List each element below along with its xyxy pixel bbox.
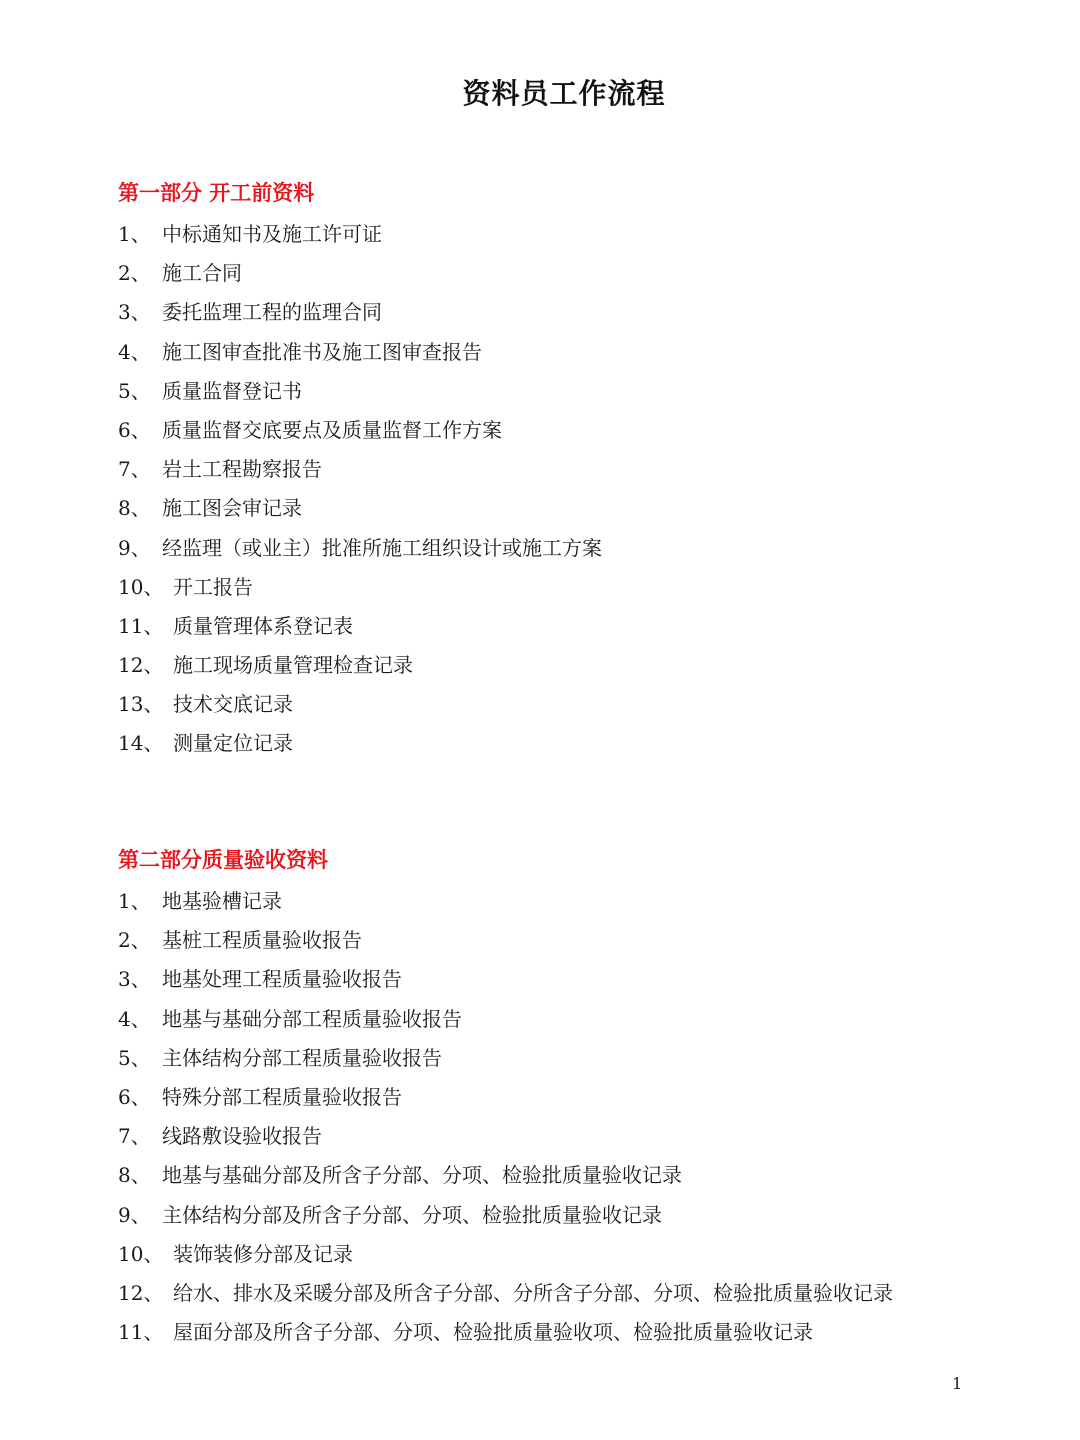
item-text: 装饰装修分部及记录 xyxy=(173,1241,353,1266)
item-number: 7、 xyxy=(118,1124,151,1149)
item-text: 质量监督交底要点及质量监督工作方案 xyxy=(162,417,502,442)
item-text: 施工图审查批准书及施工图审查报告 xyxy=(162,339,482,364)
item-list xyxy=(118,215,1020,764)
item-text: 基桩工程质量验收报告 xyxy=(162,928,362,953)
item-number: 9、 xyxy=(118,535,151,560)
item-text: 主体结构分部工程质量验收报告 xyxy=(162,1045,442,1070)
item-text: 开工报告 xyxy=(173,574,253,599)
item-text: 地基处理工程质量验收报告 xyxy=(162,967,402,992)
item-number: 5、 xyxy=(118,1045,151,1070)
item-text: 中标通知书及施工许可证 xyxy=(162,222,382,246)
item-number: 6、 xyxy=(118,417,151,442)
list-item xyxy=(118,450,1020,489)
item-number: 5、 xyxy=(118,378,151,403)
item-text: 经监理（或业主）批准所施工组织设计或施工方案 xyxy=(162,535,602,560)
section-heading: 第一部分 开工前资料 xyxy=(118,181,315,205)
item-text: 质量管理体系登记表 xyxy=(173,613,353,638)
item-number: 11、 xyxy=(118,613,164,638)
item-text: 委托监理工程的监理合同 xyxy=(162,300,382,325)
list-item xyxy=(118,921,1020,960)
item-number: 3、 xyxy=(118,967,151,992)
item-number: 8、 xyxy=(118,496,151,521)
list-item xyxy=(118,333,1020,372)
item-number: 12、 xyxy=(118,653,164,678)
item-text: 施工合同 xyxy=(162,261,242,286)
list-item xyxy=(118,568,1020,607)
list-item xyxy=(118,529,1020,568)
item-number: 8、 xyxy=(118,1163,151,1188)
item-number: 13、 xyxy=(118,692,164,717)
item-text: 主体结构分部及所含子分部、分项、检验批质量验收记录 xyxy=(162,1202,662,1227)
item-number: 11、 xyxy=(118,1320,164,1345)
item-number: 6、 xyxy=(118,1084,151,1109)
document-title: 资料员工作流程 xyxy=(462,77,666,110)
item-text: 屋面分部及所含子分部、分项、检验批质量验收项、检验批质量验收记录 xyxy=(173,1320,813,1345)
list-item xyxy=(118,607,1020,646)
list-item xyxy=(118,1235,1020,1274)
list-item xyxy=(118,882,1020,921)
list-item xyxy=(118,1078,1020,1117)
item-number: 2、 xyxy=(118,928,151,953)
item-text: 施工图会审记录 xyxy=(162,496,302,521)
list-item xyxy=(118,254,1020,293)
list-item xyxy=(118,1156,1020,1195)
item-number: 14、 xyxy=(118,731,164,756)
list-item xyxy=(118,215,1020,254)
item-number: 1、 xyxy=(118,222,151,246)
item-text: 岩土工程勘察报告 xyxy=(162,457,322,482)
page-number: 1 xyxy=(952,1374,963,1393)
section-quality-acceptance xyxy=(118,843,1020,1352)
item-number: 9、 xyxy=(118,1202,151,1227)
item-number: 4、 xyxy=(118,339,151,364)
item-text: 地基与基础分部及所含子分部、分项、检验批质量验收记录 xyxy=(162,1163,682,1188)
item-text: 特殊分部工程质量验收报告 xyxy=(162,1084,402,1109)
list-item xyxy=(118,724,1020,763)
item-list xyxy=(118,882,1020,1352)
list-item xyxy=(118,646,1020,685)
item-number: 12、 xyxy=(118,1280,164,1305)
list-item xyxy=(118,685,1020,724)
list-item xyxy=(118,1117,1020,1156)
item-number: 7、 xyxy=(118,457,151,482)
item-text: 质量监督登记书 xyxy=(162,378,302,403)
item-text: 测量定位记录 xyxy=(173,731,293,756)
item-text: 给水、排水及采暖分部及所含子分部、分所含子分部、分项、检验批质量验收记录 xyxy=(173,1280,893,1305)
list-item xyxy=(118,293,1020,332)
section-heading: 第二部分质量验收资料 xyxy=(118,848,328,872)
list-item xyxy=(118,1039,1020,1078)
list-item xyxy=(118,1000,1020,1039)
item-text: 线路敷设验收报告 xyxy=(162,1124,322,1149)
item-number: 1、 xyxy=(118,889,151,913)
item-text: 施工现场质量管理检查记录 xyxy=(173,653,413,678)
item-text: 技术交底记录 xyxy=(173,692,293,717)
section-pre-construction xyxy=(118,176,1020,764)
list-item xyxy=(118,489,1020,528)
list-item xyxy=(118,1274,1020,1313)
list-item xyxy=(118,372,1020,411)
item-text: 地基验槽记录 xyxy=(162,889,282,913)
item-number: 10、 xyxy=(118,1241,164,1266)
list-item xyxy=(118,411,1020,450)
item-number: 3、 xyxy=(118,300,151,325)
item-number: 10、 xyxy=(118,574,164,599)
item-number: 2、 xyxy=(118,261,151,286)
list-item xyxy=(118,960,1020,999)
list-item xyxy=(118,1313,1020,1352)
item-number: 4、 xyxy=(118,1006,151,1031)
list-item xyxy=(118,1196,1020,1235)
item-text: 地基与基础分部工程质量验收报告 xyxy=(162,1006,462,1031)
